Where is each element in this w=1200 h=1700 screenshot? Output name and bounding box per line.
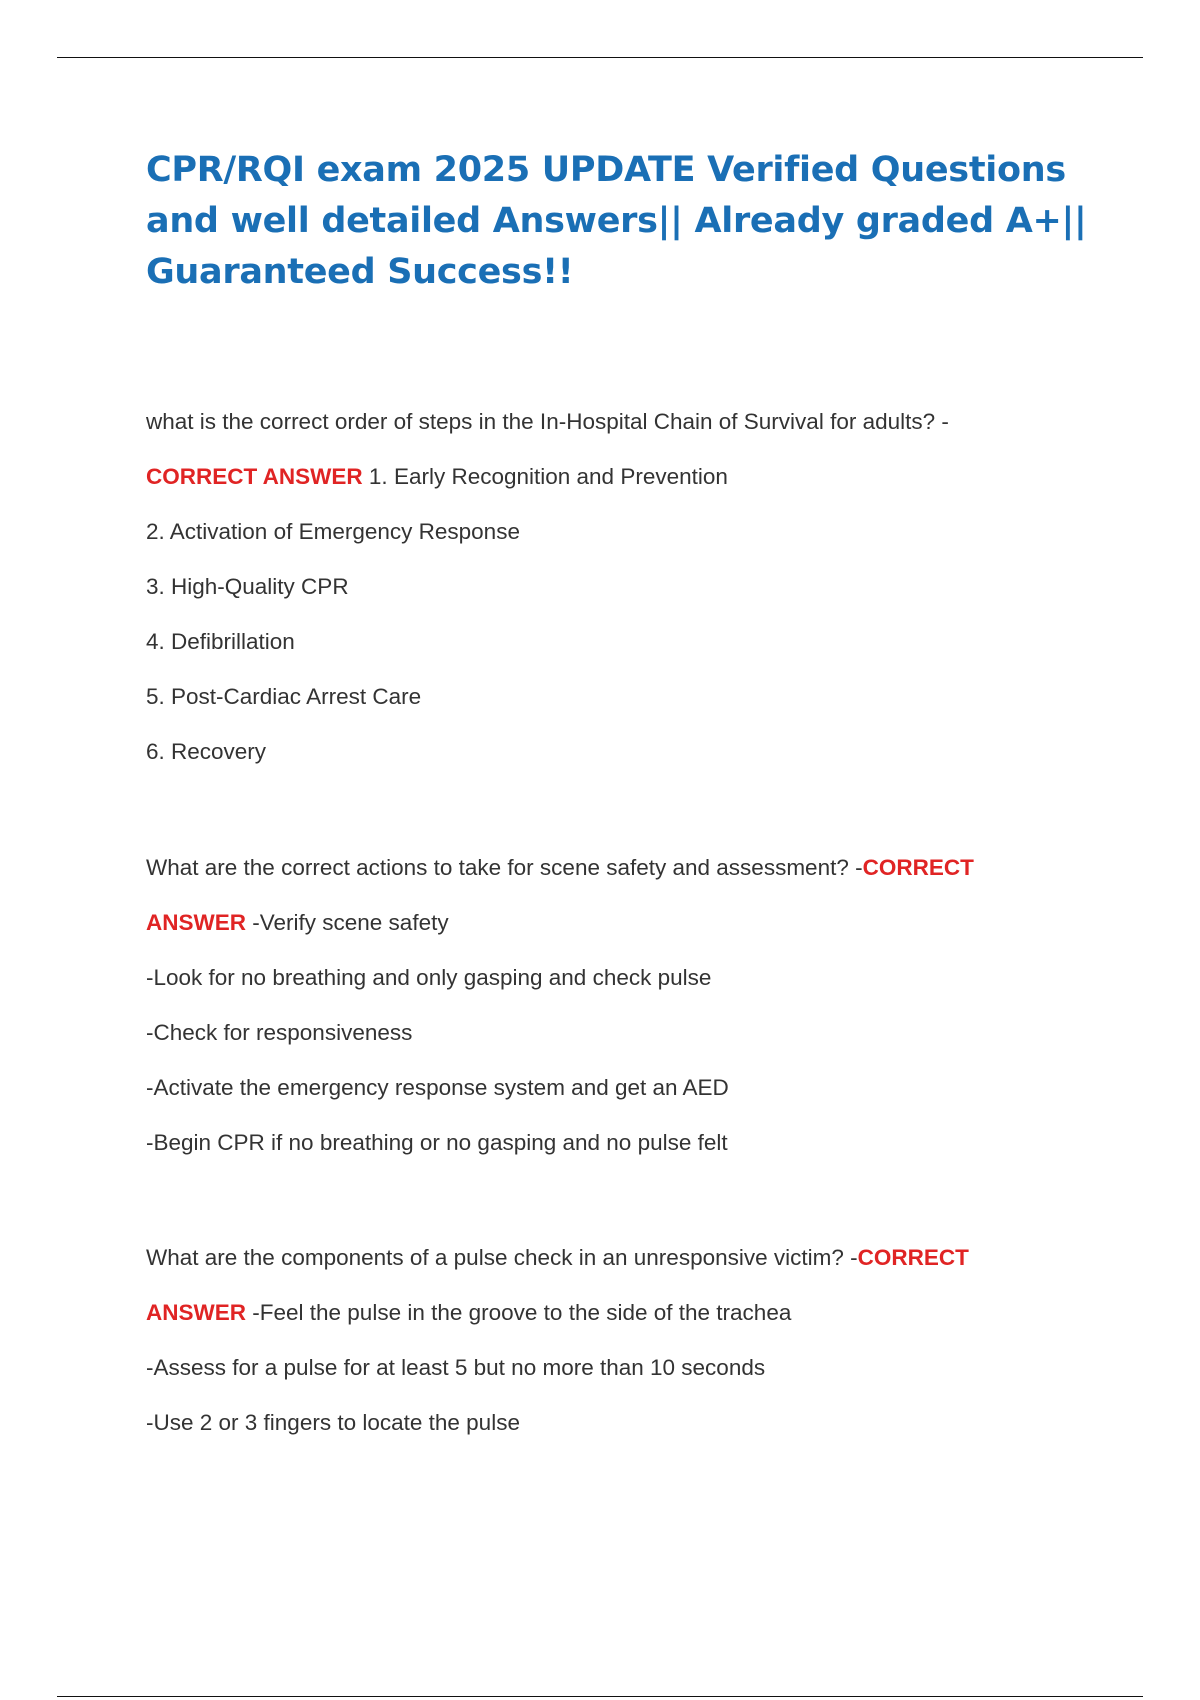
answer-line [146,449,1106,504]
answer-item: -Check for responsiveness [146,1020,413,1045]
question-text: what is the correct order of steps in the In-Hospital Chain of Survival for adults? - [146,409,949,434]
answer-item: -Look for no breathing and only gasping and check pulse [146,965,712,990]
correct-answer-label: CORRECT [857,1245,969,1270]
qa-block [146,840,1106,1170]
answer-item: 5. Post-Cardiac Arrest Care [146,684,422,709]
answer-line [146,895,1106,950]
qa-block [146,394,1106,779]
document-title: CPR/RQI exam 2025 UPDATE Verified Questions and well detailed Answers|| Already graded A+|| Guaranteed Success!! [146,150,1087,292]
answer-item: -Begin CPR if no breathing or no gasping and no pulse felt [146,1130,728,1155]
answer-item: 3. High-Quality CPR [146,574,349,599]
question-line [146,840,1106,895]
answer-text: -Verify scene safety [246,910,449,935]
question-text: What are the components of a pulse check in an unresponsive victim? - [146,1245,858,1270]
bottom-divider [57,1696,1143,1697]
correct-answer-label: CORRECT ANSWER [146,464,363,489]
answer-item: -Activate the emergency response system and get an AED [146,1075,729,1100]
answer-item: -Use 2 or 3 fingers to locate the pulse [146,1410,520,1435]
answer-text: 1. Early Recognition and Prevention [362,464,728,489]
answer-item: 6. Recovery [146,739,267,764]
question-line [146,1230,1106,1285]
correct-answer-label: ANSWER [146,910,246,935]
correct-answer-label: CORRECT [862,855,974,880]
answer-item: -Assess for a pulse for at least 5 but no more than 10 seconds [146,1355,766,1380]
top-divider [57,57,1143,58]
answer-text: -Feel the pulse in the groove to the side of the trachea [246,1300,792,1325]
qa-block [146,1230,1106,1450]
answer-item: 2. Activation of Emergency Response [146,519,520,544]
correct-answer-label: ANSWER [146,1300,246,1325]
answer-item: 4. Defibrillation [146,629,295,654]
question-text: What are the correct actions to take for scene safety and assessment? - [146,855,863,880]
answer-line [146,1285,1106,1340]
